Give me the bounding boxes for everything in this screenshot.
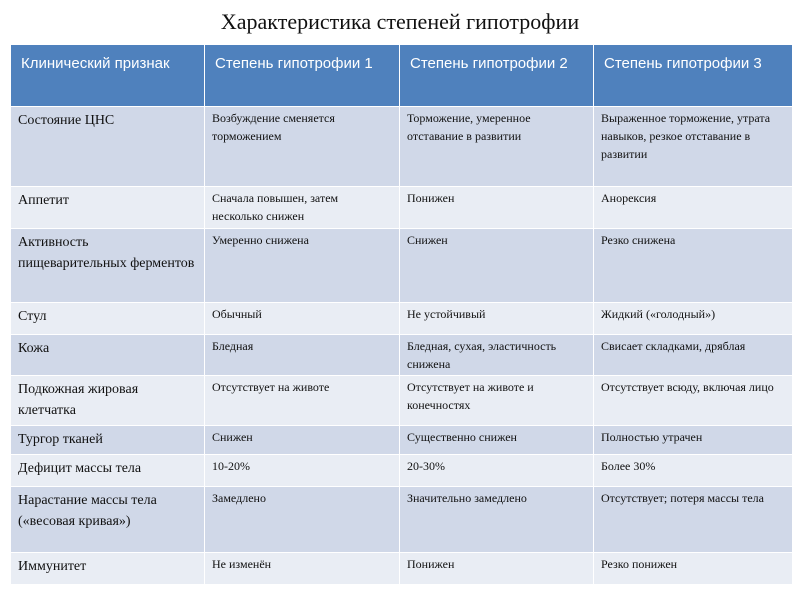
degree-2-cell: Существенно снижен <box>400 426 594 455</box>
degree-2-cell: 20-30% <box>400 455 594 487</box>
degree-3-cell: Отсутствует всюду, включая лицо <box>594 376 793 426</box>
degree-2-cell: Значительно замедлено <box>400 487 594 553</box>
degree-3-cell: Отсутствует; потеря массы тела <box>594 487 793 553</box>
degree-1-cell: Умеренно снижена <box>205 229 400 303</box>
table-row <box>11 335 793 376</box>
degree-1-cell: Обычный <box>205 303 400 335</box>
degree-1-cell: Бледная <box>205 335 400 376</box>
degree-1-cell: Возбуждение сменяется торможением <box>205 107 400 187</box>
table-header-row <box>11 45 793 107</box>
table-row <box>11 376 793 426</box>
row-label: Тургор тканей <box>11 426 205 455</box>
row-label: Стул <box>11 303 205 335</box>
row-label: Подкожная жировая клетчатка <box>11 376 205 426</box>
degree-3-cell: Жидкий («голодный») <box>594 303 793 335</box>
degree-3-cell: Более 30% <box>594 455 793 487</box>
degree-2-cell: Снижен <box>400 229 594 303</box>
degree-3-cell: Выраженное торможение, утрата навыков, резкое отставание в развитии <box>594 107 793 187</box>
degree-2-cell: Понижен <box>400 187 594 229</box>
row-label: Иммунитет <box>11 553 205 585</box>
degree-2-cell: Бледная, сухая, эластичность снижена <box>400 335 594 376</box>
row-label: Кожа <box>11 335 205 376</box>
table-row <box>11 303 793 335</box>
table-row <box>11 187 793 229</box>
row-label: Аппетит <box>11 187 205 229</box>
table-row <box>11 426 793 455</box>
header-degree-3: Степень гипотрофии 3 <box>594 45 793 107</box>
header-clinical-sign: Клинический признак <box>11 45 205 107</box>
degree-3-cell: Резко снижена <box>594 229 793 303</box>
degree-3-cell: Свисает складками, дряблая <box>594 335 793 376</box>
table-row <box>11 553 793 585</box>
header-degree-2: Степень гипотрофии 2 <box>400 45 594 107</box>
table-row <box>11 107 793 187</box>
header-degree-1: Степень гипотрофии 1 <box>205 45 400 107</box>
degree-1-cell: Отсутствует на животе <box>205 376 400 426</box>
table-row <box>11 455 793 487</box>
degree-2-cell: Не устойчивый <box>400 303 594 335</box>
degree-1-cell: Сначала повышен, затем несколько снижен <box>205 187 400 229</box>
page-title: Характеристика степеней гипотрофии <box>220 9 580 34</box>
table-row <box>11 487 793 553</box>
row-label: Дефицит массы тела <box>11 455 205 487</box>
row-label: Активность пищеварительных ферментов <box>11 229 205 303</box>
degree-2-cell: Торможение, умеренное отставание в развитии <box>400 107 594 187</box>
degree-1-cell: Снижен <box>205 426 400 455</box>
degree-1-cell: Не изменён <box>205 553 400 585</box>
degree-2-cell: Понижен <box>400 553 594 585</box>
row-label: Состояние ЦНС <box>11 107 205 187</box>
table-row <box>11 229 793 303</box>
degree-2-cell: Отсутствует на животе и конечностях <box>400 376 594 426</box>
degree-1-cell: 10-20% <box>205 455 400 487</box>
degree-3-cell: Полностью утрачен <box>594 426 793 455</box>
degree-3-cell: Анорексия <box>594 187 793 229</box>
row-label: Нарастание массы тела («весовая кривая») <box>11 487 205 553</box>
hypotrophy-table <box>10 44 793 585</box>
degree-3-cell: Резко понижен <box>594 553 793 585</box>
degree-1-cell: Замедлено <box>205 487 400 553</box>
